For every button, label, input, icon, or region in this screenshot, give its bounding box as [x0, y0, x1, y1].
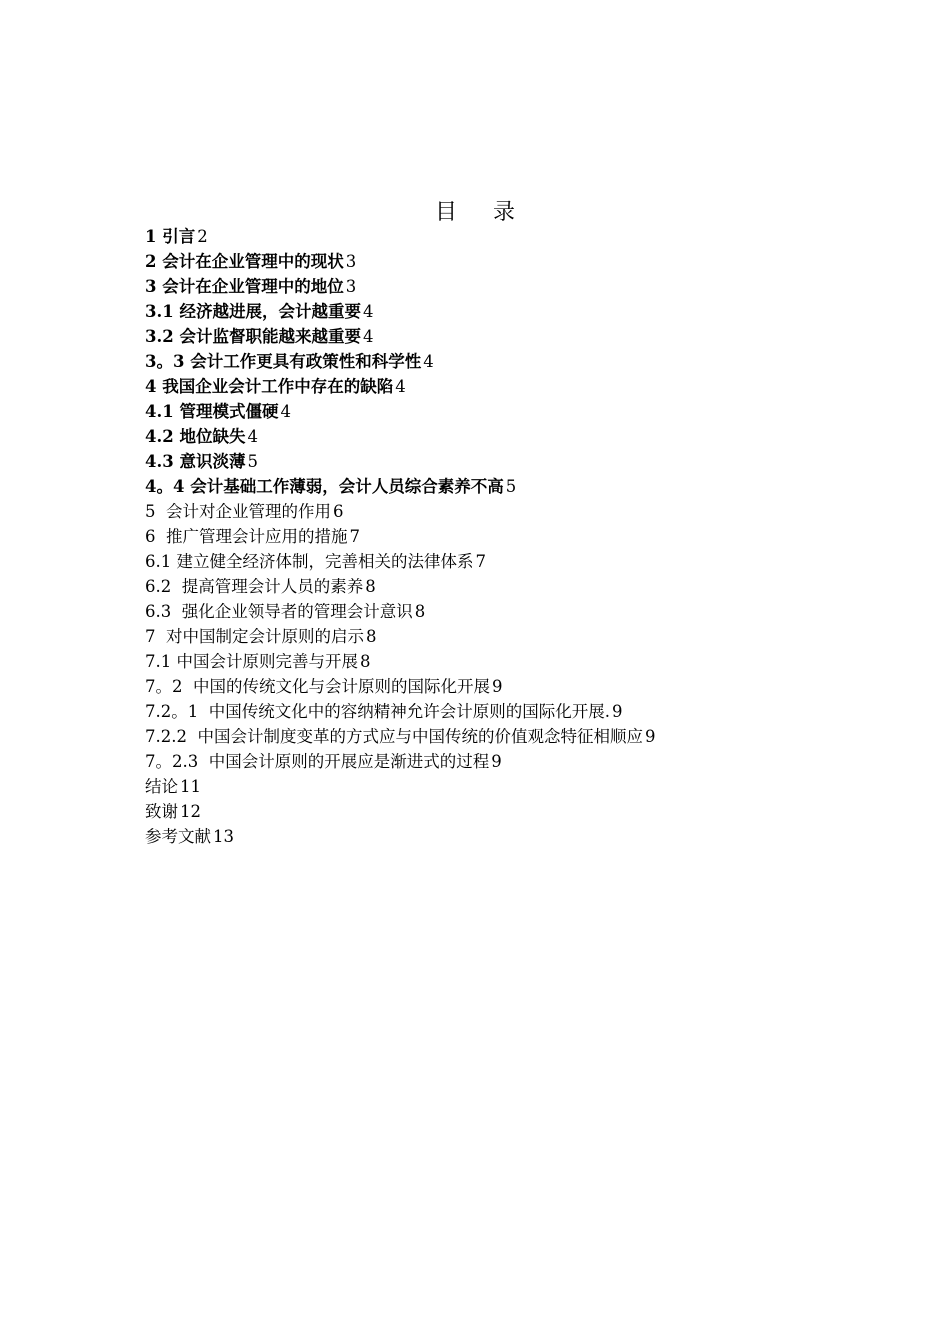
- toc-entry-page-number: 6: [333, 502, 344, 521]
- toc-entry[interactable]: [145, 699, 905, 724]
- toc-entry-page-number: 3: [345, 252, 357, 271]
- toc-entry[interactable]: [145, 549, 905, 574]
- toc-entry-page-number: 8: [414, 602, 426, 621]
- toc-entry-text: 3。3 会计工作更具有政策性和科学性: [145, 352, 422, 371]
- toc-entry-page-number: 8: [365, 577, 376, 596]
- toc-entry-text: 6 推广管理会计应用的措施: [145, 527, 348, 546]
- toc-entry-page-number: 4: [247, 427, 258, 446]
- toc-entry-page-number: 2: [197, 227, 208, 246]
- toc-entry-page-number: 3: [345, 277, 357, 296]
- toc-entry[interactable]: [145, 749, 905, 774]
- toc-entry-text: 7 对中国制定会计原则的启示: [145, 627, 364, 646]
- toc-entry-page-number: 5: [247, 452, 258, 471]
- toc-entry[interactable]: [145, 299, 905, 324]
- toc-entry-text: 1 引言: [145, 227, 196, 246]
- toc-entry[interactable]: [145, 649, 905, 674]
- toc-entry[interactable]: [145, 424, 905, 449]
- toc-entry-page-number: 9: [492, 677, 503, 696]
- toc-entry[interactable]: [145, 449, 905, 474]
- toc-entry[interactable]: [145, 674, 905, 699]
- toc-entry-text: 致谢: [145, 802, 178, 821]
- toc-entry[interactable]: [145, 349, 905, 374]
- toc-entry[interactable]: [145, 724, 905, 749]
- toc-entry-page-number: 4: [280, 402, 291, 421]
- toc-entry-page-number: 4: [362, 302, 374, 321]
- toc-list: [145, 224, 905, 849]
- toc-entry[interactable]: [145, 224, 905, 249]
- toc-entry-page-number: 8: [366, 627, 377, 646]
- toc-entry-text: 3.2 会计监督职能越来越重要: [145, 327, 361, 346]
- toc-entry-text: 4 我国企业会计工作中存在的缺陷: [145, 377, 394, 396]
- toc-entry-page-number: 4: [423, 352, 434, 371]
- toc-entry-text: 6.3 强化企业领导者的管理会计意识: [145, 602, 413, 621]
- toc-entry-page-number: 7: [475, 552, 486, 571]
- toc-entry[interactable]: [145, 599, 905, 624]
- toc-entry-text: 6.2 提高管理会计人员的素养: [145, 577, 364, 596]
- toc-entry[interactable]: [145, 374, 905, 399]
- toc-entry-text: 5 会计对企业管理的作用: [145, 502, 331, 521]
- toc-entry-text: 7.1 中国会计原则完善与开展: [145, 652, 358, 671]
- toc-entry[interactable]: [145, 574, 905, 599]
- toc-entry-text: 3.1 经济越进展，会计越重要: [145, 302, 361, 321]
- toc-entry[interactable]: [145, 324, 905, 349]
- toc-entry[interactable]: [145, 774, 905, 799]
- toc-entry-text: 4.3 意识淡薄: [145, 452, 246, 471]
- toc-entry[interactable]: [145, 524, 905, 549]
- toc-entry-page-number: 5: [505, 477, 517, 496]
- toc-entry-text: 6.1 建立健全经济体制，完善相关的法律体系: [145, 552, 474, 571]
- toc-entry[interactable]: [145, 499, 905, 524]
- toc-entry-text: 7。2.3 中国会计原则的开展应是渐进式的过程: [145, 752, 490, 771]
- toc-entry-page-number: 8: [360, 652, 371, 671]
- toc-entry[interactable]: [145, 274, 905, 299]
- toc-entry-text: 2 会计在企业管理中的现状: [145, 252, 344, 271]
- toc-entry-page-number: 12: [180, 802, 201, 821]
- toc-entry-text: 4.1 管理模式僵硬: [145, 402, 279, 421]
- toc-entry-text: 3 会计在企业管理中的地位: [145, 277, 344, 296]
- toc-entry[interactable]: [145, 799, 905, 824]
- toc-entry-text: 参考文献: [145, 827, 211, 846]
- toc-title: 目录: [434, 200, 551, 225]
- toc-entry[interactable]: [145, 249, 905, 274]
- toc-entry[interactable]: [145, 824, 905, 849]
- toc-entry-page-number: 9: [644, 727, 656, 746]
- toc-entry-text: 4.2 地位缺失: [145, 427, 246, 446]
- toc-entry-page-number: 9: [611, 702, 623, 721]
- toc-entry-text: 7。2 中国的传统文化与会计原则的国际化开展: [145, 677, 490, 696]
- toc-entry[interactable]: [145, 399, 905, 424]
- toc-entry-text: 7.2.2 中国会计制度变革的方式应与中国传统的价值观念特征相顺应: [145, 727, 643, 746]
- toc-entry[interactable]: [145, 624, 905, 649]
- toc-entry[interactable]: [145, 474, 905, 499]
- toc-entry-page-number: 13: [213, 827, 234, 846]
- toc-entry-page-number: 9: [491, 752, 502, 771]
- toc-entry-text: 4。4 会计基础工作薄弱，会计人员综合素养不高: [145, 477, 504, 496]
- toc-entry-page-number: 11: [180, 777, 201, 796]
- toc-entry-page-number: 4: [395, 377, 406, 396]
- toc-entry-text: 7.2。1 中国传统文化中的容纳精神允许会计原则的国际化开展.: [145, 702, 610, 721]
- toc-entry-page-number: 4: [362, 327, 374, 346]
- toc-entry-text: 结论: [145, 777, 178, 796]
- toc-entry-page-number: 7: [349, 527, 360, 546]
